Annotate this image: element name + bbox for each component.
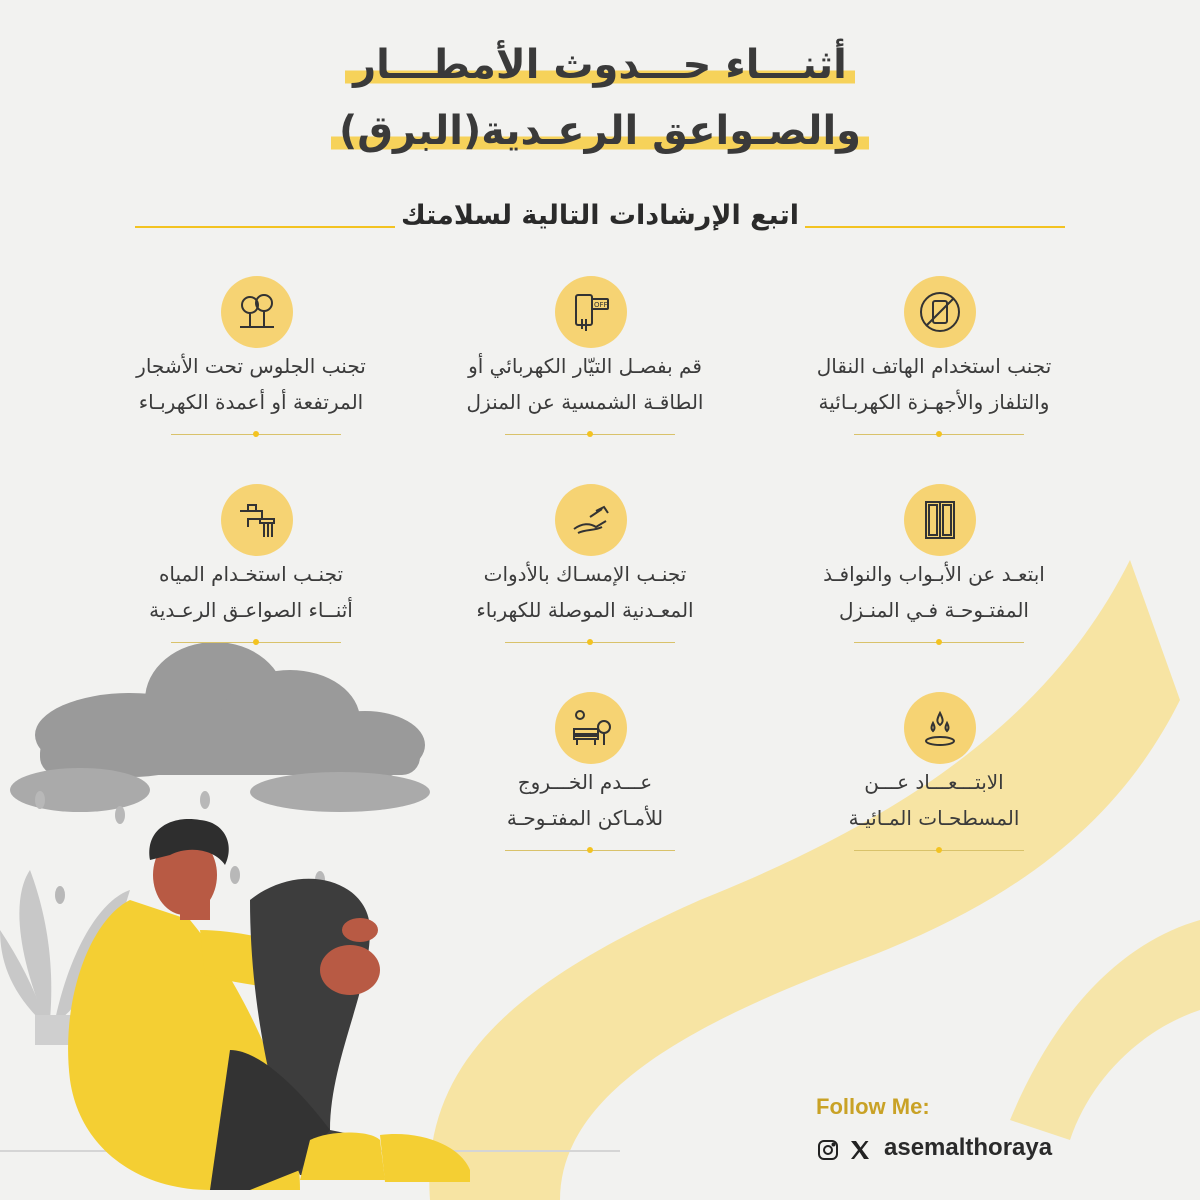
water-tap-icon xyxy=(221,484,293,556)
tip-text: قم بفصـل التيّار الكهربائي أو الطاقـة الشمسية عن المنزل xyxy=(466,354,704,414)
svg-text:OFF: OFF xyxy=(594,301,608,309)
hand-holding-tool-icon xyxy=(555,484,627,556)
x-twitter-icon[interactable] xyxy=(848,1138,872,1162)
tip-text: تجنب استخدام الهاتف النقال والتلفاز والأجهـزة الكهربـائية xyxy=(816,354,1052,414)
tip-text: تجنـب الإمسـاك بالأدوات المعـدنية الموصلة للكهرباء xyxy=(476,562,694,622)
water-drops-icon xyxy=(904,692,976,764)
title-line-1: أثنـــاء حـــدوث الأمطـــار xyxy=(0,42,1200,88)
title-line-2: والصـواعق الرعـدية(البرق) xyxy=(0,108,1200,154)
tip-text: تجنب الجلوس تحت الأشجار المرتفعة أو أعمدة الكهربـاء xyxy=(136,354,366,414)
tip-text: ابتعـد عن الأبـواب والنوافـذ المفتـوحـة فـي المنـزل xyxy=(823,562,1045,622)
social-handle[interactable]: asemalthoraya xyxy=(884,1134,1053,1161)
power-off-switch-icon xyxy=(555,276,627,348)
subtitle: اتبع الإرشادات التالية لسلامتك xyxy=(401,200,799,231)
follow-label: Follow Me: xyxy=(816,1094,930,1119)
tip-text: تجنـب استخـدام المياه أثنــاء الصواعـق الرعـدية xyxy=(149,562,353,622)
park-bench-icon xyxy=(555,692,627,764)
divider-right xyxy=(805,226,1065,228)
tip-text: الابتـــعـــاد عـــن المسطحـات المـائيـة xyxy=(848,770,1020,830)
tip-text: عـــدم الخـــروج للأمـاكن المفتـوحـة xyxy=(506,770,664,830)
no-phone-icon xyxy=(904,276,976,348)
trees-icon xyxy=(221,276,293,348)
window-door-icon xyxy=(904,484,976,556)
instagram-icon[interactable] xyxy=(816,1138,840,1162)
divider-left xyxy=(135,226,395,228)
